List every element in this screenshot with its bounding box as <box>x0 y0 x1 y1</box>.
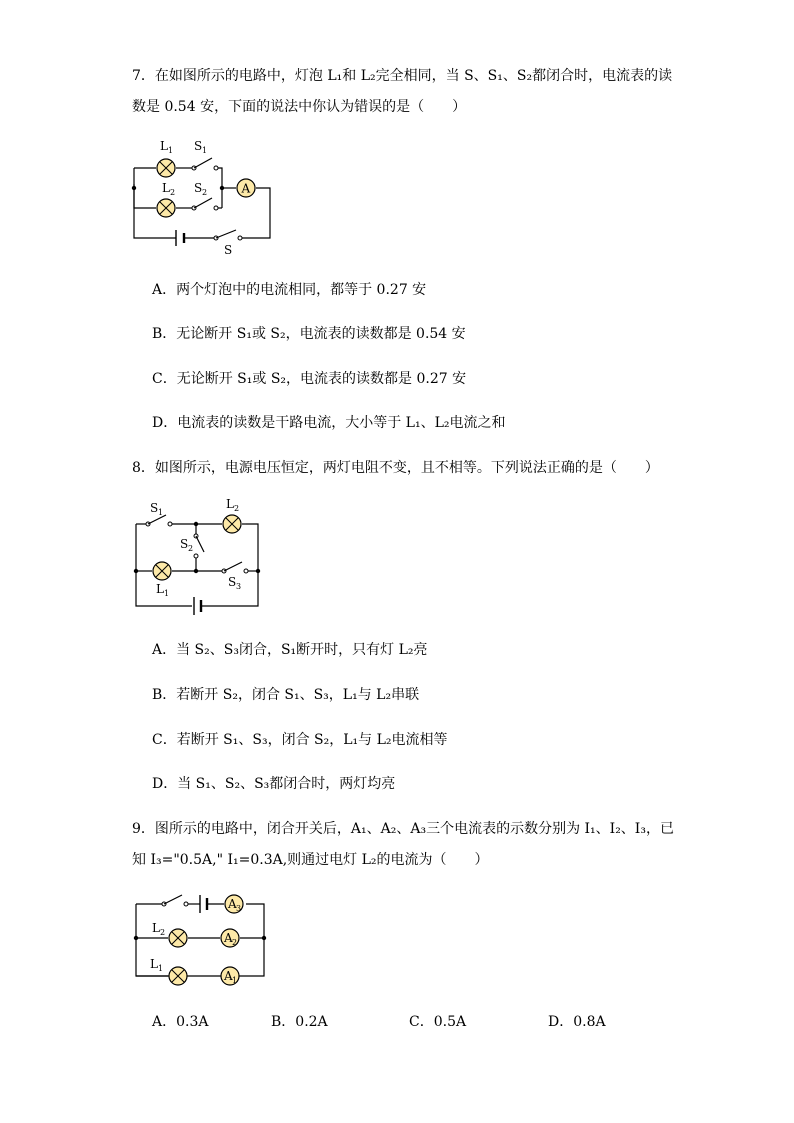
q8-option-d: D．当 S₁、S₂、S₃都闭合时，两灯均亮 <box>152 776 396 792</box>
q7-option-c: C．无论断开 S₁或 S₂，电流表的读数都是 0.27 安 <box>152 371 467 387</box>
s2-subscript: 2 <box>188 544 194 553</box>
q8-option-a: A．当 S₂、S₃闭合，S₁断开时，只有灯 L₂亮 <box>152 642 428 658</box>
q9-circuit-diagram <box>128 886 276 986</box>
a2-label: A <box>224 931 233 945</box>
a2-subscript: 2 <box>232 938 238 947</box>
switch-s-blade <box>216 230 236 238</box>
junction-dot <box>256 569 260 573</box>
switch-s3-contact <box>244 569 248 573</box>
s1-subscript: 1 <box>202 146 208 155</box>
switch-s2-blade <box>196 536 204 552</box>
q9-option-b: B．0.2A <box>271 1014 328 1030</box>
l1-subscript: 1 <box>168 146 174 155</box>
l1-subscript: 1 <box>164 589 170 598</box>
switch-s-label: S <box>224 243 233 257</box>
switch-s1-blade <box>194 158 212 168</box>
s2-label: S <box>180 537 189 551</box>
s2-subscript: 2 <box>202 188 208 197</box>
l2-label: L <box>226 497 234 511</box>
q9-option-d: D．0.8A <box>548 1014 606 1030</box>
s1-label: S <box>194 139 203 153</box>
ammeter-label: A <box>241 181 251 196</box>
switch-s2-blade <box>194 198 212 208</box>
switch-contact <box>184 902 188 906</box>
l2-subscript: 2 <box>160 928 166 937</box>
junction-dot <box>194 569 198 573</box>
switch-s-contact <box>238 236 242 240</box>
a1-subscript: 1 <box>232 976 238 985</box>
q8-stem-line1: 8．如图所示，电源电压恒定，两灯电阻不变，且不相等。下列说法正确的是（ ） <box>132 460 659 476</box>
switch-s3-blade <box>224 562 242 571</box>
switch-blade <box>164 895 182 904</box>
q9-stem-line2: 知 I₃="0.5A," I₁=0.3A,则通过电灯 L₂的电流为（ ） <box>132 852 489 868</box>
l1-label: L <box>150 957 158 971</box>
q7-option-b: B．无论断开 S₁或 S₂，电流表的读数都是 0.54 安 <box>152 326 466 342</box>
l1-subscript: 1 <box>158 964 164 973</box>
s1-label: S <box>150 501 159 515</box>
switch-s1-contact <box>214 166 218 170</box>
bulb-l1-icon <box>169 967 187 985</box>
l1-label: L <box>156 582 164 596</box>
junction-dot <box>132 186 136 190</box>
s3-subscript: 3 <box>236 582 242 591</box>
q9-option-a: A．0.3A <box>152 1014 209 1030</box>
switch-s1-contact <box>168 522 172 526</box>
q7-stem-line1: 7．在如图所示的电路中，灯泡 L₁和 L₂完全相同，当 S、S₁、S₂都闭合时，电流表的读 <box>132 68 673 84</box>
q7-stem-line2: 数是 0.54 安，下面的说法中你认为错误的是（ ） <box>132 99 467 115</box>
q8-option-b: B．若断开 S₂，闭合 S₁、S₃，L₁与 L₂串联 <box>152 687 420 703</box>
a3-label: A <box>228 897 237 911</box>
l2-label: L <box>162 181 170 195</box>
switch-s1-blade <box>148 515 166 524</box>
a1-label: A <box>224 969 233 983</box>
bulb-l2-icon <box>223 515 241 533</box>
a3-subscript: 3 <box>236 904 242 913</box>
q8-option-c: C．若断开 S₁、S₃，闭合 S₂，L₁与 L₂电流相等 <box>152 732 448 748</box>
junction-dot <box>262 936 266 940</box>
bulb-l1-icon <box>153 562 171 580</box>
q7-circuit-diagram <box>124 132 284 256</box>
bulb-l2-icon <box>169 929 187 947</box>
q9-stem-line1: 9．图所示的电路中，闭合开关后，A₁、A₂、A₃三个电流表的示数分别为 I₁、I₂、I₃，已 <box>132 821 674 837</box>
junction-dot <box>134 936 138 940</box>
junction-dot <box>134 569 138 573</box>
q8-circuit-diagram <box>128 496 268 620</box>
q7-option-a: A．两个灯泡中的电流相同，都等于 0.27 安 <box>152 282 427 298</box>
l2-subscript: 2 <box>170 188 176 197</box>
bulb-l1-icon <box>157 159 175 177</box>
s1-subscript: 1 <box>158 508 164 517</box>
s2-label: S <box>194 181 203 195</box>
switch-s2-contact <box>194 554 198 558</box>
l1-label: L <box>160 139 168 153</box>
l2-subscript: 2 <box>234 504 240 513</box>
switch-s2-contact <box>214 206 218 210</box>
l2-label: L <box>152 921 160 935</box>
q7-option-d: D．电流表的读数是干路电流，大小等于 L₁、L₂电流之和 <box>152 415 506 431</box>
q9-option-c: C．0.5A <box>409 1014 467 1030</box>
s3-label: S <box>228 575 237 589</box>
bulb-l2-icon <box>157 199 175 217</box>
